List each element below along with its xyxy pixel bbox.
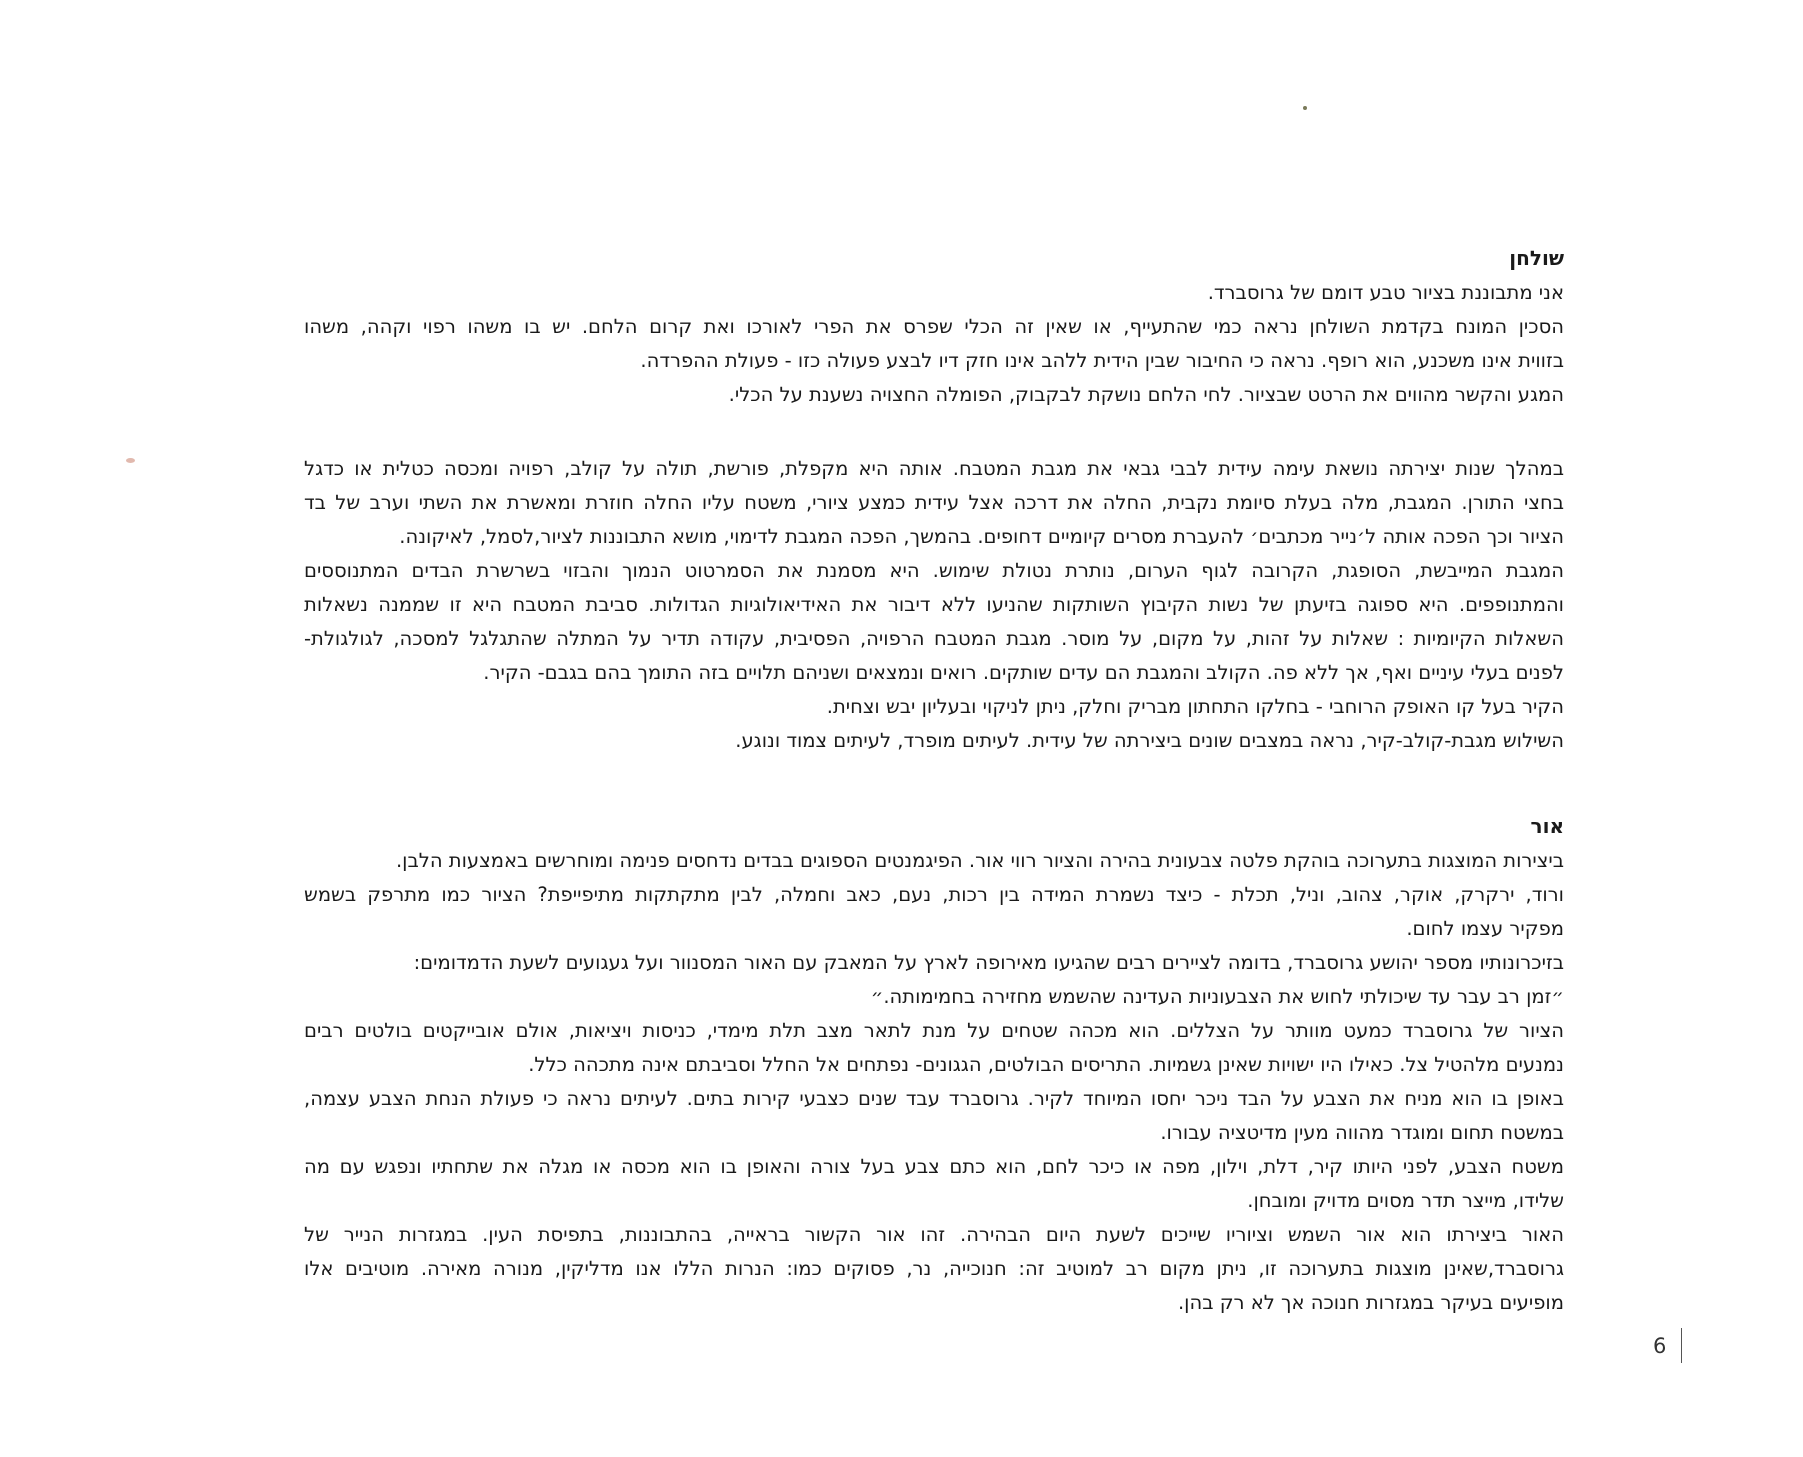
paragraph xyxy=(304,1150,1564,1218)
text-line: השאלות הקיומיות : שאלות על זהות, על מקום, על מוסר. מגבת המטבח הרפויה, הפסיבית, עקודה תדיר על המתלה שהתגלגל למסכה, לגולגולת- xyxy=(304,627,1564,650)
text-line: והמתנופפים. היא ספוגה בזיעתן של נשות הקיבוץ השותקות שהניעו ללא דיבור את האידיאולוגיות הגדולות. סביבת המטבח היא זו שממנה נשאלות xyxy=(304,593,1564,616)
text-line: במשטח תחום ומוגדר מהווה מעין מדיטציה עבורו. xyxy=(1160,1121,1564,1144)
text-line: המגע והקשר מהווים את הרטט שבציור. לחי הלחם נושקת לבקבוק, הפומלה החצויה נשענת על הכלי. xyxy=(728,383,1564,406)
paragraph xyxy=(304,844,1564,946)
text-line: הקיר בעל קו האופק הרוחבי - בחלקו התחתון מבריק וחלק, ניתן לניקוי ובעליון יבש וצחית. xyxy=(826,695,1564,718)
text-line: במהלך שנות יצירתה נושאת עימה עידית לבבי גבאי את מגבת המטבח. אותה היא מקפלת, פורשת, תולה על קולב, רפויה ומכסה כטלית או כדגל xyxy=(304,457,1564,480)
quote-line: ״זמן רב עבר עד שיכולתי לחוש את הצבעוניות העדינה שהשמש מחזירה בחמימותה.״ xyxy=(870,985,1564,1008)
text-line: המגבת המייבשת, הסופגת, הקרובה לגוף הערום, נותרת נטולת שימוש. היא מסמנת את הסמרטוט הנמוך והבזוי בשרשרת הבדים המתנוססים xyxy=(304,559,1564,582)
text-line: האור ביצירתו הוא אור השמש וציוריו שייכים לשעת היום הבהירה. זהו אור הקשור בראייה, בהתבוננות, בתפיסת העין. במגזרות הנייר של xyxy=(304,1223,1564,1246)
paragraph xyxy=(304,310,1564,378)
paragraph xyxy=(304,1082,1564,1150)
text-column xyxy=(304,240,1564,1320)
scan-speck xyxy=(1303,106,1307,110)
paragraph xyxy=(304,1014,1564,1082)
page-number-divider xyxy=(1681,1328,1682,1363)
paragraph xyxy=(304,276,1564,310)
section-light xyxy=(304,808,1564,1320)
paragraph xyxy=(304,1218,1564,1320)
text-line: גרוסברד,שאינן מוצגות בתערוכה זו, ניתן מקום רב למוטיב זה: חנוכייה, נר, פסוקים כמו: הנרות הללו אנו מדליקין, מנורה מאירה. מוטיבים אלו xyxy=(304,1257,1564,1280)
text-line: הציור וכך הפכה אותה ל׳נייר מכתבים׳ להעברת מסרים קיומיים דחופים. בהמשך, הפכה המגבת לדימוי, מושא התבוננות לציור,לסמל, לאיקונה. xyxy=(399,525,1564,548)
text-line: הסכין המונח בקדמת השולחן נראה כמי שהתעייף, או שאין זה הכלי שפרס את הפרי לאורכו ואת קרום הלחם. יש בו משהו רפוי וקהה, משהו xyxy=(304,315,1564,338)
text-line: נמנעים מלהטיל צל. כאילו היו ישויות שאינן גשמיות. התריסים הבולטים, הגגונים- נפתחים אל החלל וסביבתם אינה מתכהה כלל. xyxy=(528,1053,1564,1076)
page-number: 6 xyxy=(1653,1334,1667,1358)
section-table xyxy=(304,240,1564,758)
text-line: לפנים בעלי עיניים ואף, אך ללא פה. הקולב והמגבת הם עדים שותקים. רואים ונמצאים ושניהם תלויים בזה התומך בהם בגבם- הקיר. xyxy=(483,661,1564,684)
text-line: שלידו, מייצר תדר מסוים מדויק ומובחן. xyxy=(1247,1189,1564,1212)
text-line: בזווית אינו משכנע, הוא רופף. נראה כי החיבור שבין הידית ללהב אינו חזק דיו לבצע פעולה כזו - פעולת ההפרדה. xyxy=(640,349,1564,372)
text-line: באופן בו הוא מניח את הצבע על הבד ניכר יחסו המיוחד לקיר. גרוסברד עבד שנים כצבעי קירות בתים. לעיתים נראה כי פעולת הנחת הצבע עצמה, xyxy=(304,1087,1564,1110)
text-line: הציור של גרוסברד כמעט מוותר על הצללים. הוא מכהה שטחים על מנת לתאר מצב תלת מימדי, כניסות ויציאות, אולם אובייקטים בולטים רבים xyxy=(304,1019,1564,1042)
text-line: ורוד, ירקרק, אוקר, צהוב, וניל, תכלת - כיצד נשמרת המידה בין רכות, נעם, כאב וחמלה, לבין מתקתקות מתיפייפת? הציור כמו מתרפק בשמש xyxy=(304,883,1564,906)
text-line: השילוש מגבת-קולב-קיר, נראה במצבים שונים ביצירתה של עידית. לעיתים מופרד, לעיתים צמוד ונוגע. xyxy=(735,729,1564,752)
section-title-table: שולחן xyxy=(1509,246,1564,270)
text-line: ביצירות המוצגות בתערוכה בוהקת פלטה צבעונית בהירה והציור רווי אור. הפיגמנטים הספוגים בבדים נדחסים פנימה ומוחרשים באמצעות הלבן. xyxy=(395,849,1564,872)
text-line: מפקיר עצמו לחום. xyxy=(1406,917,1564,940)
text-line: בזיכרונותיו מספר יהושע גרוסברד, בדומה לציירים רבים שהגיעו מאירופה לארץ על המאבק עם האור המסנוור ועל געגועים לשעת הדמדומים: xyxy=(413,951,1564,974)
section-gap xyxy=(304,758,1564,808)
paragraph xyxy=(304,452,1564,758)
text-line: משטח הצבע, לפני היותו קיר, דלת, וילון, מפה או כיכר לחם, הוא כתם צבע בעל צורה והאופן בו הוא מכסה או מגלה את שתחתיו ונפגש עם מה xyxy=(304,1155,1564,1178)
text-line: אני מתבוננת בציור טבע דומם של גרוסברד. xyxy=(1207,281,1564,304)
paragraph xyxy=(304,946,1564,1014)
text-line: בחצי התורן. המגבת, מלה בעלת סיומת נקבית, החלה את דרכה אצל עידית כמצע ציורי, משטח עליו החלה חוזרת ומאשרת את השתי וערב של בד xyxy=(304,491,1564,514)
section-title-light: אור xyxy=(1530,814,1564,838)
scan-speck xyxy=(126,458,135,463)
paragraph-gap xyxy=(304,412,1564,452)
text-line: מופיעים בעיקר במגזרות חנוכה אך לא רק בהן. xyxy=(1177,1291,1564,1314)
paragraph xyxy=(304,378,1564,412)
